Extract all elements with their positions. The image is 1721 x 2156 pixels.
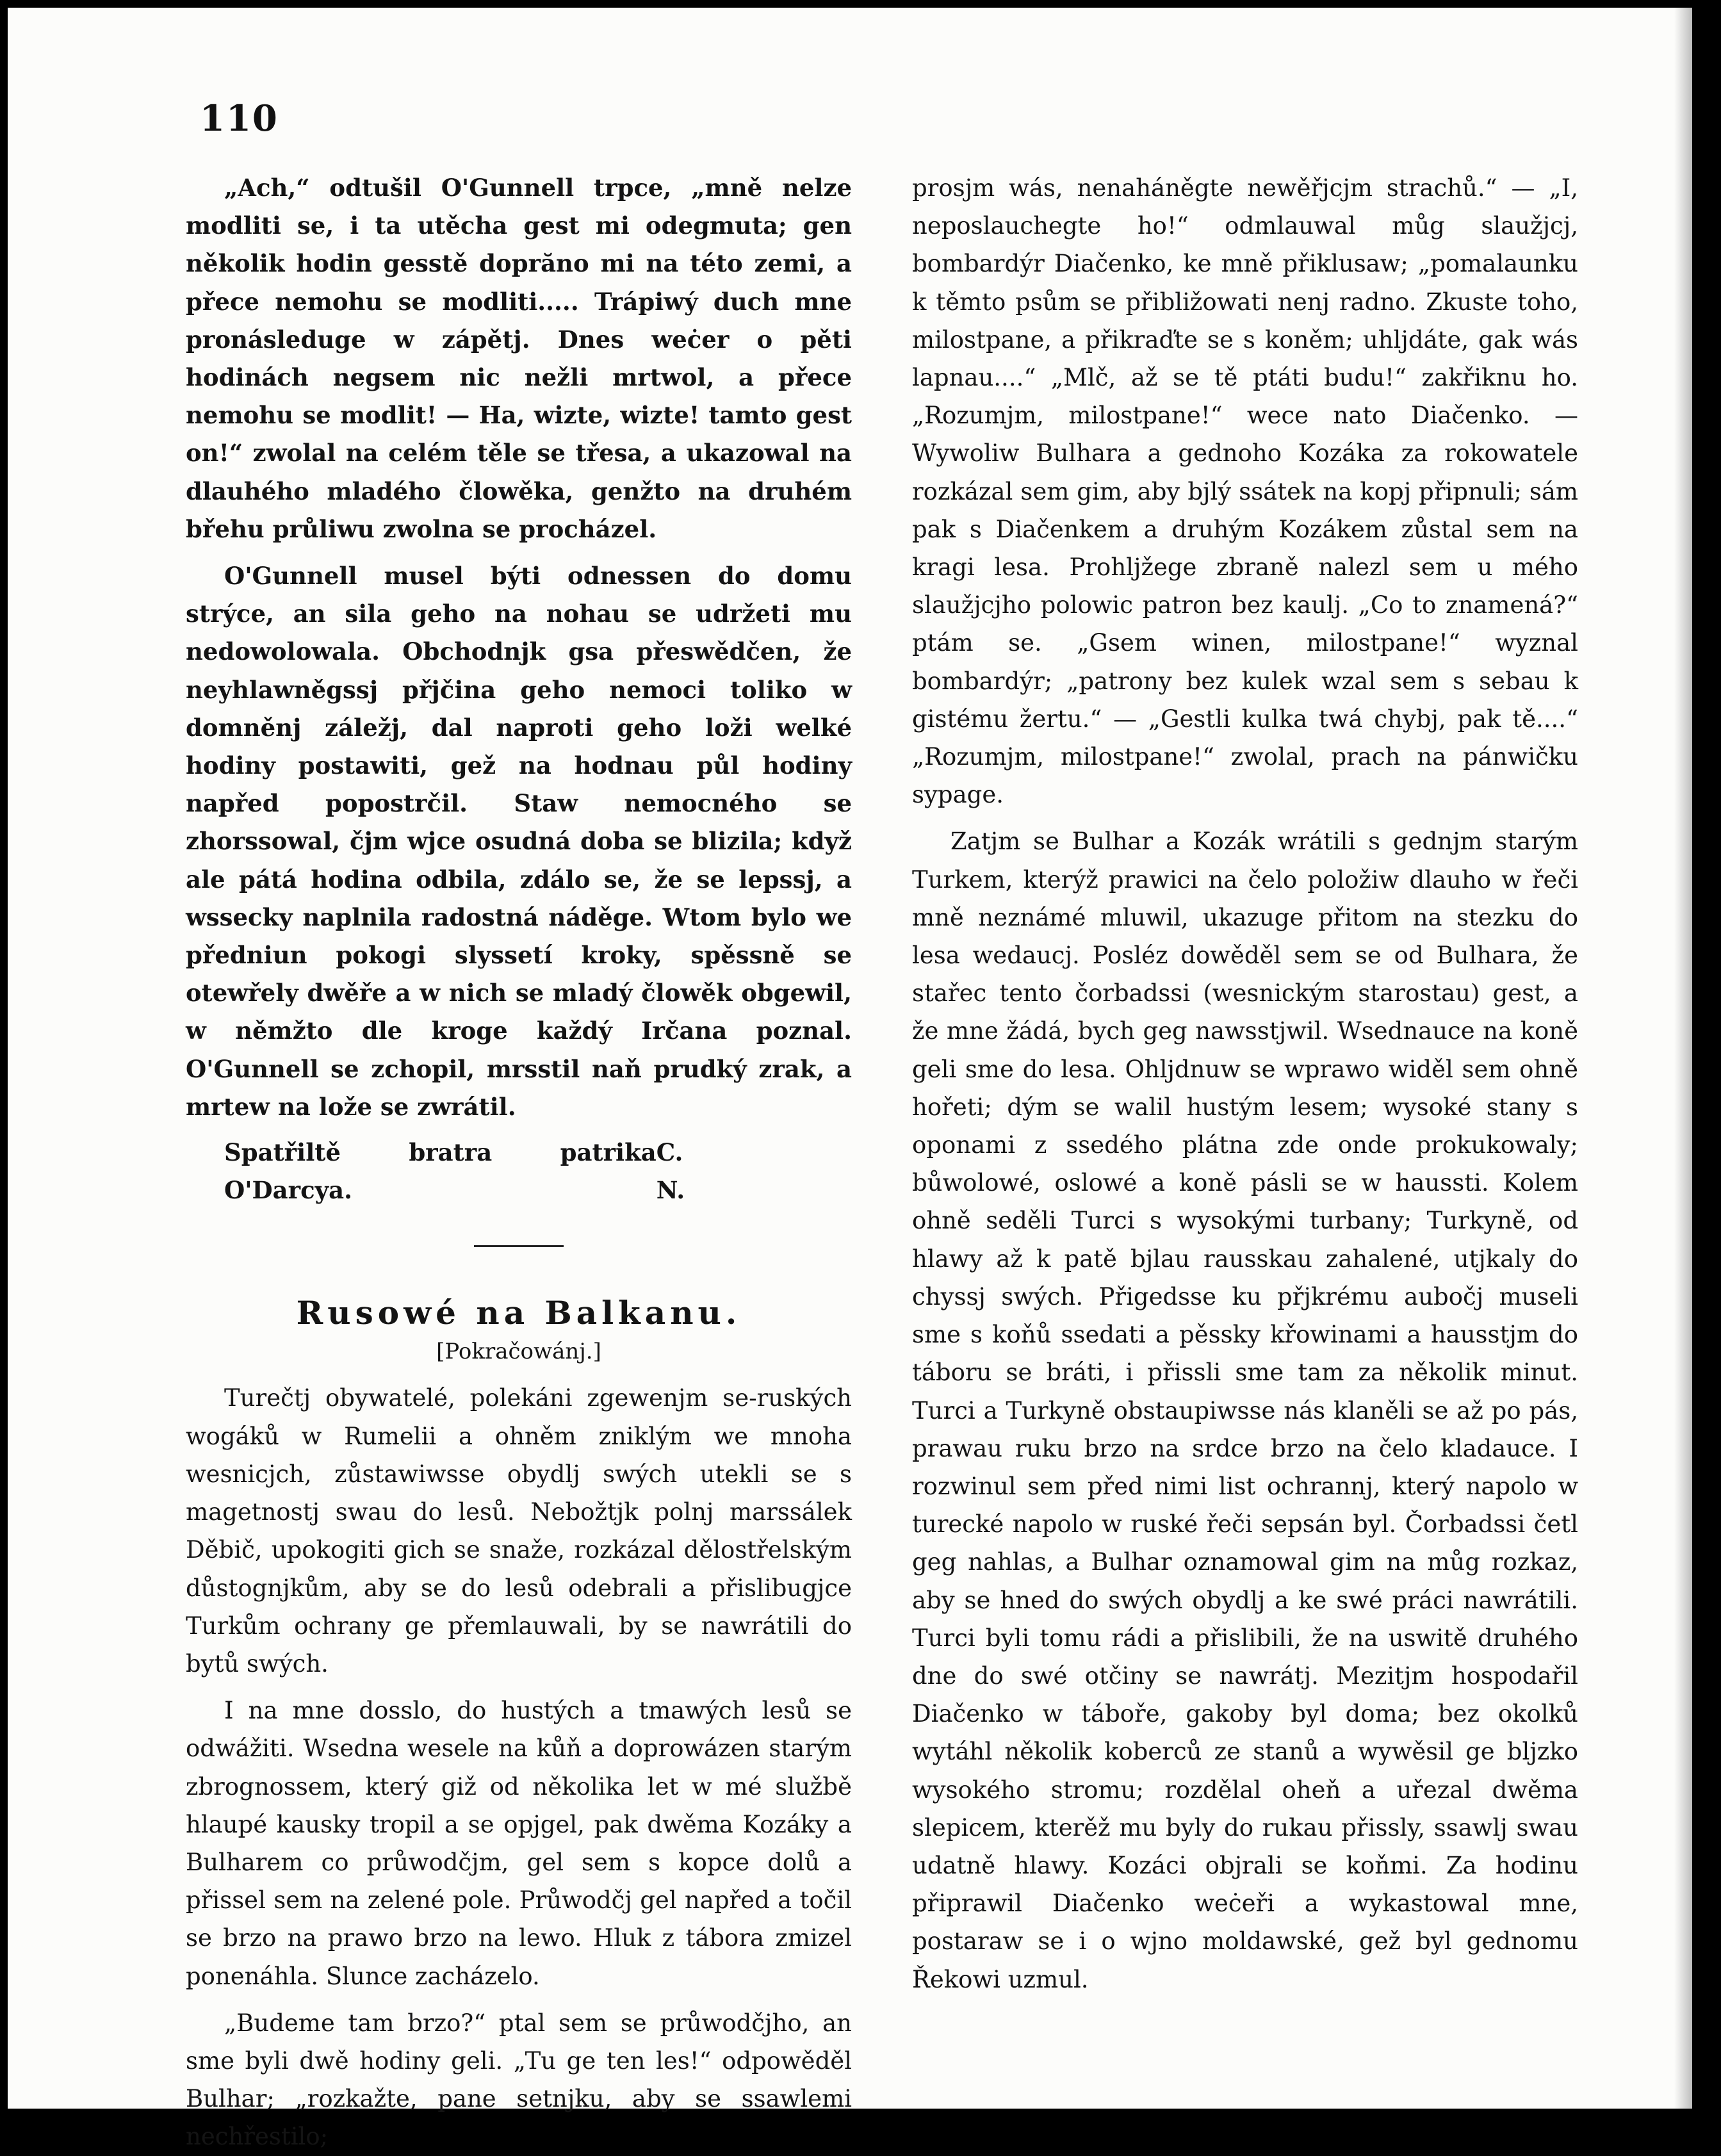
author-signature: C. N. xyxy=(656,1138,685,1205)
page-number: 110 xyxy=(200,97,279,140)
paragraph: Zatjm se Bulhar a Kozák wrátili s gednjm starým Turkem, kterýž prawici na čelo položiw dlauho w řeči mně neznámé mluwil, ukazuge přitom na stezku do lesa wedaucj. Posléz dowěděl sem se od Bulhara, že stařec tento čorbadssi (wesnickým starostau) gest, a že mne žádá, bych geg nawsstjwil. Wsednauce na koně geli sme do lesa. Ohljdnuw se wprawo widěl sem ohně hořeti; dým se walil hustým lesem; wysoké stany s oponami z ssedého plátna zde onde prokukowaly; bůwolowé, oslowé a koně pásli se w haussti. Kolem ohně seděli Turci s wysokými turbany; Turkyně, od hlawy až k patě bjlau rausskau zahalené, utjkaly do chyssj swých. Přigedsse ku přjkrému aubočj museli sme s koňů ssedati a pěssky křowinami a hausstjm do táboru se bráti, i přissli sme tam za několik minut. Turci a Turkyně obstaupiwsse nás klaněli se až po pás, prawau ruku brzo na srdce brzo na čelo kladauce. I rozwinul sem před nimi list ochrannj, který napolo w turecké napolo w ruské řeči sepsán byl. Čorbadssi četl geg nahlas, a Bulhar oznamowal gim na můg rozkaz, aby se hned do swých obydlj a ke swé práci nawrátili. Turci byli tomu rádi a přislibili, že na uswitě druhého dne do swé otčiny se nawrátj. Mezitjm hospodařil Diačenko w táboře, gakoby byl doma; bez okolků wytáhl několik koberců ze stanů a wywěsil ge bljzko wysokého stromu; rozdělal oheň a uřezal dwěma slepicem, kterěž mu byly do rukau přissly, ssawlj swau udatně hlawy. Kozáci objrali se koňmi. Za hodinu připrawil Diačenko weċeři a wykastowal mne, postaraw se i o wjno moldawské, gež byl gednomu Řekowi uzmul. xyxy=(912,828,1578,1993)
article-subtitle: [Pokračowánj.] xyxy=(436,1339,601,1365)
article-title: Rusowé na Balkanu. xyxy=(296,1294,742,1332)
section-divider xyxy=(474,1245,564,1247)
book-page xyxy=(8,8,1692,2151)
right-column xyxy=(912,169,1578,1998)
paragraph: Turečtj obywatelé, polekáni zgewenjm se-ruských wogáků w Rumelii a ohněm zniklým we mnoha wesnicjch, zůstawiwsse obydlj swých utekli se s magetnostj swau do lesů. Nebožtjk polnj marssálek Děbič, upokogiti gich se snaže, rozkázal dělostřelským důstognjkům, aby se do lesů odebrali a přislibugjce Turkům ochrany ge přemlauwali, by se nawrátili do bytů swých. xyxy=(186,1384,852,1678)
signoff-line: Spatřiltě bratra patrika O'Darcya. xyxy=(224,1138,657,1205)
paragraph: prosjm wás, nenaháněgte newěřjcjm strachů.“ — „I, neposlauchegte ho!“ odmlauwal můg slaužjcj, bombardýr Diačenko, ke mně přiklusaw; „pomalaunku k těmto psům se přibližowati nenj radno. Zkuste toho, milostpane, a přikraďte se s koněm; uhljdáte, gak wás lapnau....“ „Mlč, až se tě ptáti budu!“ zakřiknu ho. „Rozumjm, milostpane!“ wece nato Diačenko. — Wywoliw Bulhara a gednoho Kozáka za rokowatele rozkázal sem gim, aby bjlý ssátek na kopj připnuli; sám pak s Diačenkem a druhým Kozákem zůstal sem na kragi lesa. Prohljžege zbraně nalezl sem u mého slaužjcjho polowic patron bez kaulj. „Co to znamená?“ ptám se. „Gsem winen, milostpane!“ wyznal bombardýr; „patrony bez kulek wzal sem s sebau k gistému žertu.“ — „Gestli kulka twá chybj, pak tě....“ „Rozumjm, milostpane!“ zwolal, prach na pánwičku sypage. xyxy=(912,174,1578,809)
page-edge-shadow xyxy=(1674,8,1692,2109)
paragraph: I na mne dosslo, do hustých a tmawých lesů se odwážiti. Wsedna wesele na kůň a doprowázen starým zbrognossem, který giž od několika let w mé službě hlaupé kausky tropil a se opjgel, pak dwěma Kozáky a Bulharem co průwodčjm, gel sem s kopce dolů a přissel sem na zelené pole. Průwodčj gel napřed a točil se brzo na prawo brzo na lewo. Hluk z tábora zmizel ponenáhla. Slunce zacházelo. xyxy=(186,1697,852,1990)
signoff-row xyxy=(186,1134,852,1209)
paragraph: „Ach,“ odtušil O'Gunnell trpce, „mně nelze modliti se, i ta utěcha gest mi odegmuta; gen několik hodin gesstě doprăno mi na této zemi, a přece nemohu se modliti..... Trápiwý duch mne pronásleduge w zápětj. Dnes weċer o pěti hodinách negsem nic nežli mrtwol, a přece nemohu se modlit! — Ha, wizte, wizte! tamto gest on!“ zwolal na celém těle se třesa, a ukazowal na dlauhého mladého člowěka, genžto na druhém břehu průliwu zwolna se procházel. xyxy=(186,174,852,543)
left-column xyxy=(186,169,852,2156)
paragraph: O'Gunnell musel býti odnessen do domu strýce, an sila geho na nohau se udržeti mu nedowolowala. Obchodnjk gsa přeswědčen, že neyhlawněgssj přjčina geho nemoci toliko w domněnj záležj, dal naproti geho loži welké hodiny postawiti, gež na hodnau půl hodiny napřed popostrčil. Staw nemocného se zhorssowal, čjm wjce osudná doba se blizila; když ale pátá hodina odbila, zdálo se, že se lepssj, a wssecky naplnila radostná náděge. Wtom bylo we předniun pokogi slyssetí kroky, spěssně se otewřely dwěře a w nich se mladý člowěk obgewil, w němžto dle kroge každý Irčana poznal. O'Gunnell se zchopil, mrsstil naň prudký zrak, a mrtew na lože se zwrátil. xyxy=(186,562,852,1121)
paragraph: „Budeme tam brzo?“ ptal sem se průwodčjho, an sme byli dwě hodiny geli. „Tu ge ten les!“ odpowěděl Bulhar; „rozkažte, pane setnjku, aby se ssawlemi nechřestilo; xyxy=(186,2009,852,2151)
